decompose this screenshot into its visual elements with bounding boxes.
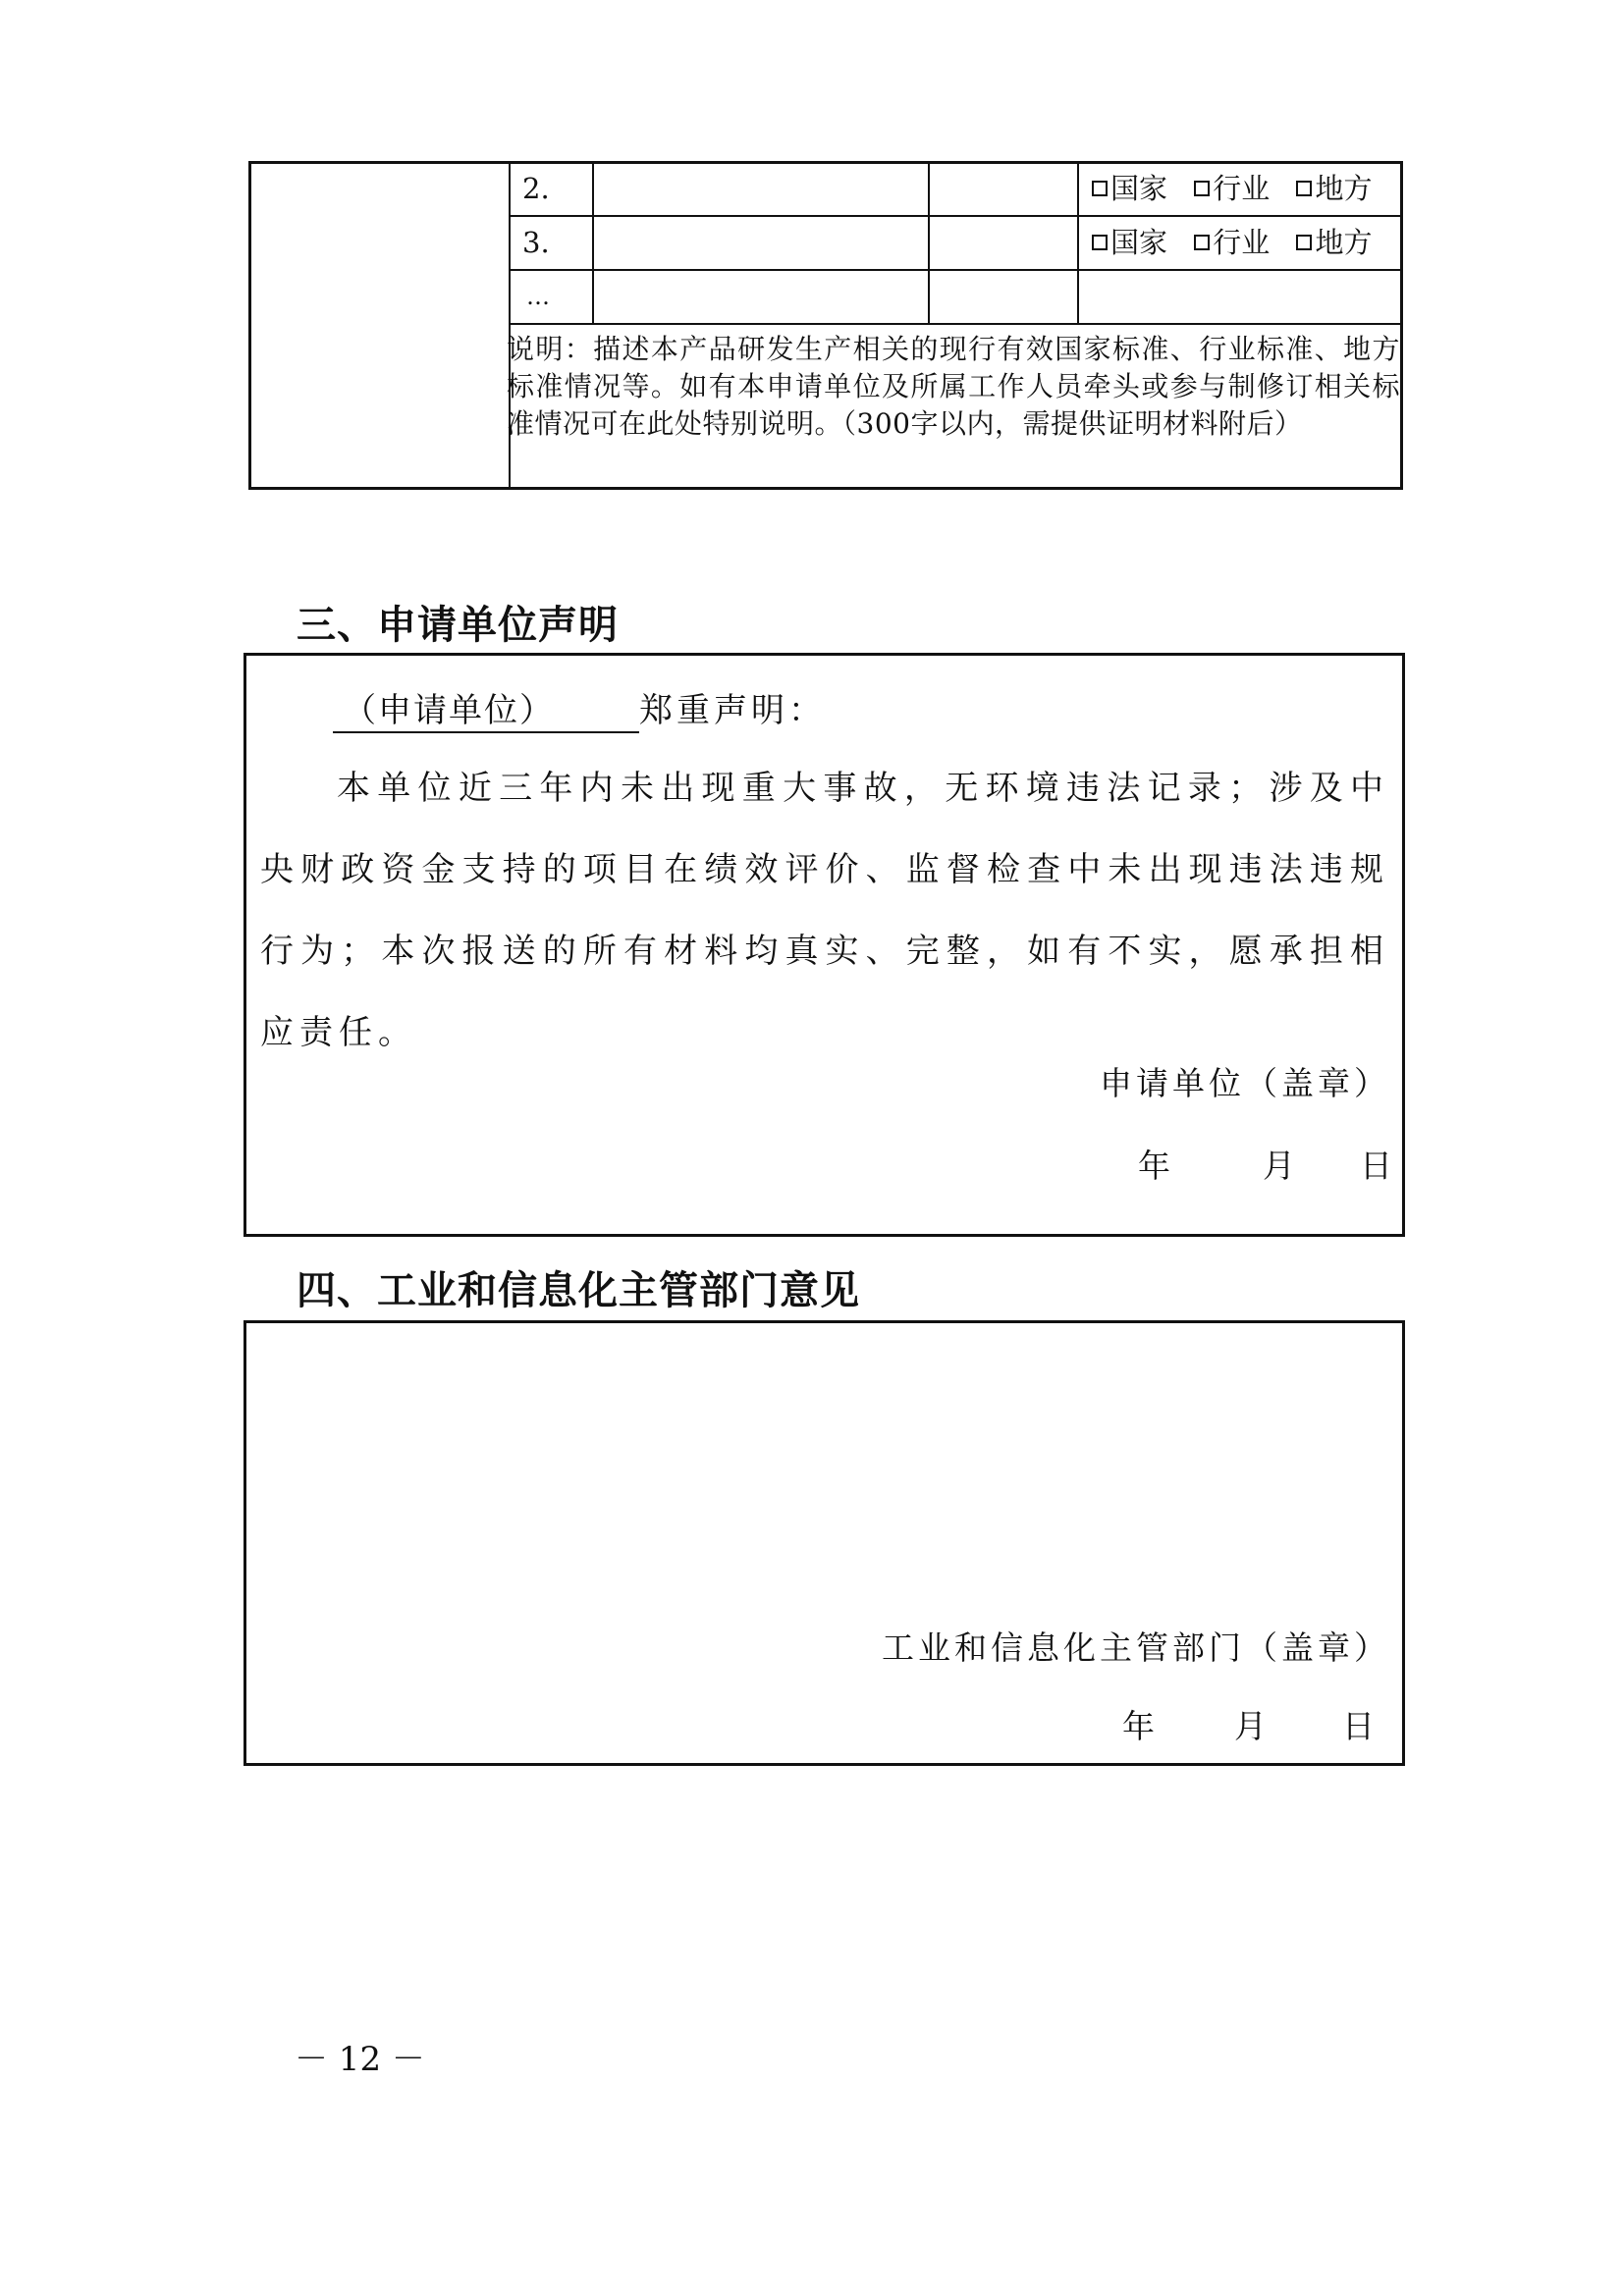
department-signature: 工业和信息化主管部门（盖章） — [882, 1629, 1390, 1667]
table-divider-number — [1077, 164, 1079, 323]
checkbox-industry[interactable]: 行业 — [1194, 172, 1270, 205]
table-row-divider — [509, 215, 1400, 217]
checkbox-industry[interactable]: 行业 — [1194, 226, 1270, 259]
section-heading-opinion: 四、工业和信息化主管部门意见 — [297, 1268, 860, 1313]
declaration-text: 本单位近三年内未出现重大事故，无环境违法记录；涉及中央财政资金支持的项目在绩效评价、监督检查中未出现违法违规行为；本次报送的所有材料均真实、完整，如有不实，愿承担相应责任。 — [260, 769, 1389, 1052]
declare-suffix: 郑重声明： — [639, 691, 826, 730]
checkbox-local[interactable]: 地方 — [1296, 226, 1372, 259]
row-index: 2. — [522, 172, 550, 205]
row-index: 3. — [522, 226, 550, 259]
row-index-ellipsis: … — [526, 283, 550, 310]
section-heading-declaration: 三、申请单位声明 — [297, 603, 619, 648]
page-number: － 12 － — [295, 2040, 425, 2079]
table-divider-index — [592, 164, 594, 323]
opinion-box[interactable] — [243, 1320, 1405, 1766]
declaration-box — [243, 653, 1405, 1237]
checkbox-national[interactable]: 国家 — [1092, 226, 1167, 259]
checkbox-local[interactable]: 地方 — [1296, 172, 1372, 205]
date-month: 月 — [1263, 1147, 1295, 1185]
standards-note: 说明：描述本产品研发生产相关的现行有效国家标准、行业标准、地方标准情况等。如有本申请单位及所属工作人员牵头或参与制修订相关标准情况可在此处特别说明。（300字以内，需提供证明材料附后） — [507, 333, 1400, 440]
checkbox-icon — [1296, 235, 1312, 250]
applicant-signature: 申请单位（盖章） — [1100, 1064, 1390, 1102]
standard-level-options — [1092, 226, 1389, 259]
declarer-line — [333, 683, 826, 733]
checkbox-national[interactable]: 国家 — [1092, 172, 1167, 205]
date-month: 月 — [1234, 1707, 1267, 1745]
date-year: 年 — [1122, 1707, 1155, 1745]
applicant-unit-field[interactable]: （申请单位） — [333, 683, 639, 733]
table-row-divider — [509, 323, 1400, 325]
standard-level-options — [1092, 172, 1389, 205]
checkbox-icon — [1092, 181, 1108, 196]
checkbox-icon — [1194, 235, 1210, 250]
date-day: 日 — [1342, 1707, 1375, 1745]
date-day: 日 — [1360, 1147, 1392, 1185]
checkbox-icon — [1194, 181, 1210, 196]
standards-table — [248, 161, 1403, 490]
table-row-divider — [509, 269, 1400, 271]
table-divider-name — [928, 164, 930, 323]
date-year: 年 — [1138, 1147, 1170, 1185]
checkbox-icon — [1296, 181, 1312, 196]
checkbox-icon — [1092, 235, 1108, 250]
